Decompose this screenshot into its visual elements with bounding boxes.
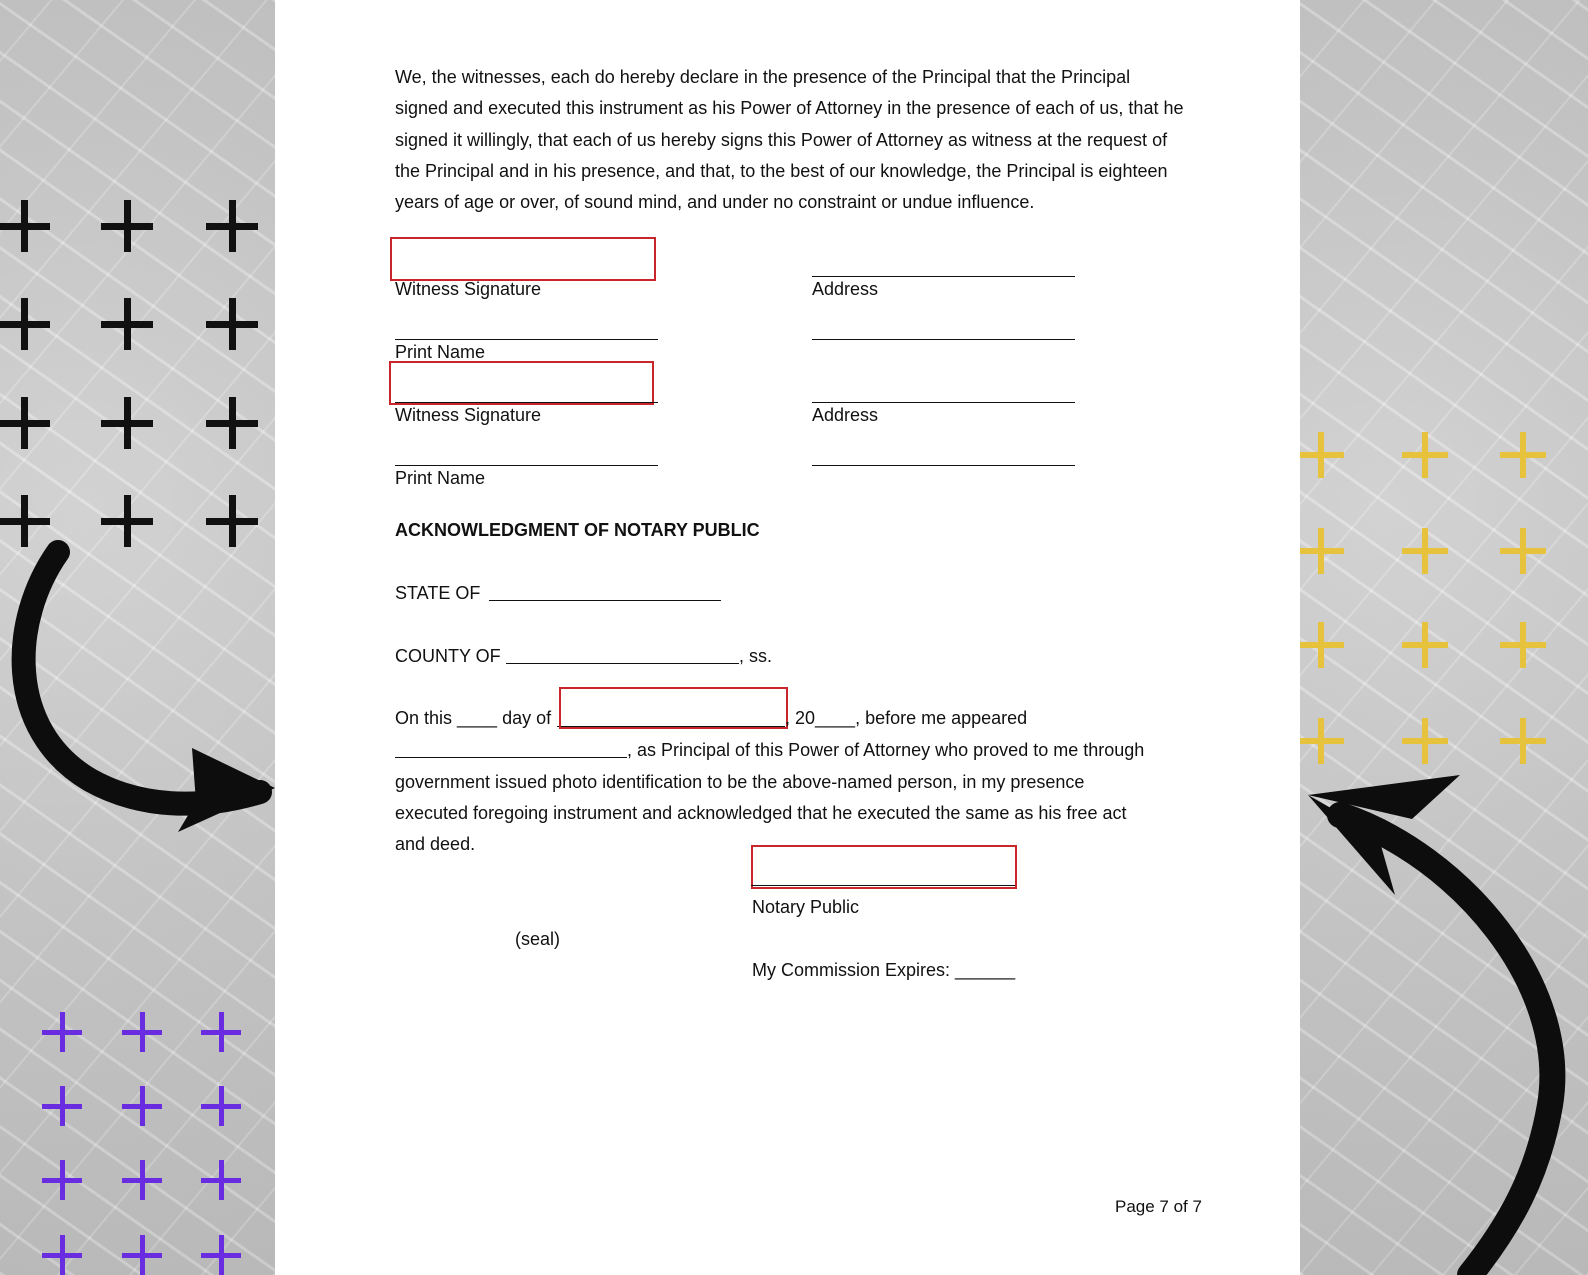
county-field[interactable] [506, 663, 739, 664]
witness2-signature-label: Witness Signature [395, 405, 542, 425]
notary-signature-line [751, 885, 1015, 886]
witness2-signature-line [395, 402, 658, 403]
witness1-address-label: Address [812, 279, 879, 299]
plus-icon [101, 200, 153, 252]
plus-icon [201, 1086, 241, 1126]
plus-icon [42, 1012, 82, 1052]
county-suffix: , ss. [739, 646, 773, 666]
plus-icon [0, 200, 50, 252]
county-label: COUNTY OF [395, 646, 501, 666]
witness-declaration-text: We, the witnesses, each do hereby declare in the presence of the Principal that the Principal signed and executed this instrument as his Power of Attorney in the presence of each of us, that he signed it willingly, that each of us hereby signs this Power of Attorney as witness at the request of the Principal and in his presence, and that, to the best of our knowledge, the Principal is eighteen years of age or over, of sound mind, and under no constraint or undue influence. [395, 67, 1184, 213]
plus-icon [1500, 622, 1546, 668]
plus-icon [1298, 622, 1344, 668]
witness1-print-name-label: Print Name [395, 342, 486, 362]
plus-icon [206, 298, 258, 350]
plus-icon [1298, 432, 1344, 478]
ack-line-4: executed foregoing instrument and acknowledged that he executed the same as his free act [395, 803, 1127, 823]
plus-icon [1298, 528, 1344, 574]
document-page [275, 0, 1300, 1275]
plus-icon [1402, 718, 1448, 764]
plus-icon [1402, 528, 1448, 574]
plus-icon [1500, 432, 1546, 478]
plus-icon [42, 1086, 82, 1126]
witness2-print-name-label: Print Name [395, 468, 486, 488]
plus-icon [1402, 432, 1448, 478]
plus-icon [201, 1160, 241, 1200]
plus-icon [101, 397, 153, 449]
curved-arrow-up-left-icon [1300, 775, 1588, 1275]
plus-icon [122, 1235, 162, 1275]
state-label: STATE OF [395, 583, 481, 603]
ack-line-5: and deed. [395, 834, 476, 854]
plus-icon [1402, 622, 1448, 668]
month-field[interactable] [559, 687, 788, 729]
left-background [0, 0, 275, 1275]
plus-icon [1500, 528, 1546, 574]
notary-heading: ACKNOWLEDGMENT OF NOTARY PUBLIC [395, 520, 760, 540]
witness2-address-label: Address [812, 405, 879, 425]
right-background [1300, 0, 1588, 1275]
plus-icon [1298, 718, 1344, 764]
notary-signature-field[interactable] [751, 845, 1017, 889]
plus-icon [122, 1086, 162, 1126]
plus-icon [0, 298, 50, 350]
year-text: , 20____, before me appeared [785, 708, 1028, 728]
state-field[interactable] [489, 600, 721, 601]
witness2-address-line1[interactable] [812, 402, 1075, 403]
witness1-signature-field[interactable] [390, 237, 656, 281]
plus-icon [42, 1235, 82, 1275]
witness1-address-line2[interactable] [812, 339, 1075, 340]
commission-expires: My Commission Expires: ______ [752, 960, 1016, 980]
plus-icon [122, 1012, 162, 1052]
witness1-address-line1[interactable] [812, 276, 1075, 277]
plus-icon [1500, 718, 1546, 764]
plus-icon [42, 1160, 82, 1200]
witness-declaration [395, 62, 1185, 218]
curved-arrow-right-icon [0, 540, 275, 850]
witness1-signature-label: Witness Signature [395, 279, 542, 299]
principal-text: , as Principal of this Power of Attorney who proved to me through [627, 740, 1145, 760]
witness1-print-name-line[interactable] [395, 339, 658, 340]
on-this-text: On this ____ day of [395, 708, 552, 728]
notary-label: Notary Public [752, 897, 860, 917]
seal-label: (seal) [515, 929, 561, 949]
ack-line-3: government issued photo identification to be the above-named person, in my presence [395, 772, 1085, 792]
witness2-signature-field[interactable] [389, 361, 654, 405]
witness2-print-name-line[interactable] [395, 465, 658, 466]
page-number: Page 7 of 7 [1115, 1197, 1202, 1216]
plus-icon [0, 397, 50, 449]
plus-icon [201, 1012, 241, 1052]
principal-name-line[interactable] [395, 757, 627, 758]
plus-icon [206, 200, 258, 252]
plus-icon [101, 298, 153, 350]
plus-icon [206, 397, 258, 449]
witness2-address-line2[interactable] [812, 465, 1075, 466]
plus-icon [122, 1160, 162, 1200]
plus-icon [201, 1235, 241, 1275]
